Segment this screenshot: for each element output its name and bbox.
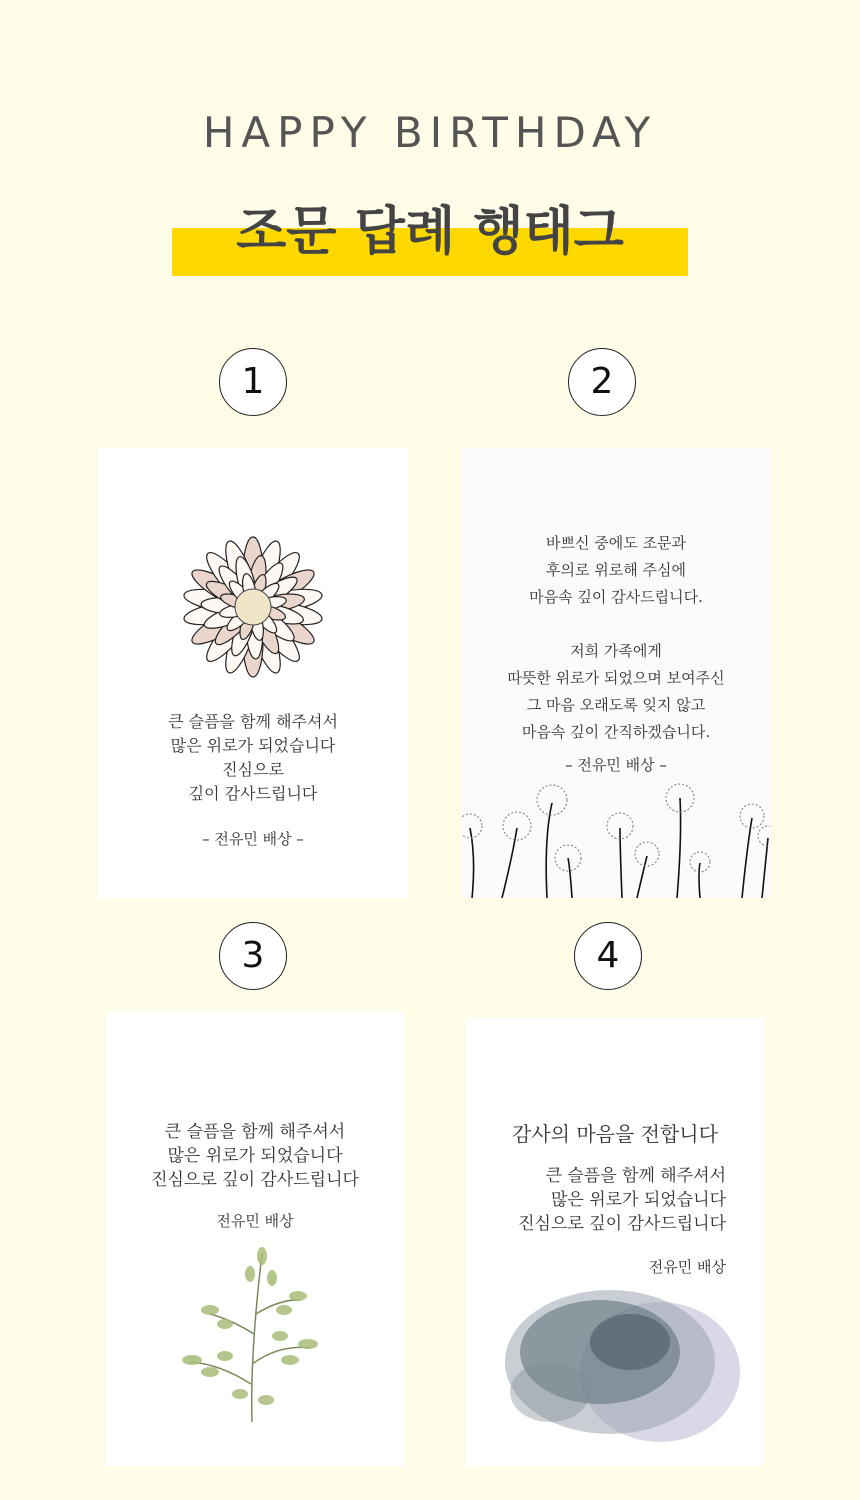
card-2-line-5: 저희 가족에게: [570, 642, 662, 660]
card-3-line-3: 진심으로 깊이 감사드립니다: [151, 1170, 359, 1190]
tag-card-2[interactable]: [462, 448, 770, 898]
badge-1: 1: [219, 348, 287, 416]
card-4-line-1: 큰 슬픔을 함께 해주셔서: [545, 1166, 726, 1186]
title-block: [172, 198, 688, 278]
eyebrow-text: HAPPY BIRTHDAY: [202, 108, 658, 157]
card-2-line-4: [462, 611, 770, 638]
badge-2: 2: [568, 348, 636, 416]
page-title: 조문 답례 행태그: [236, 202, 624, 262]
card-2-line-1: 바쁘신 중에도 조문과: [546, 534, 686, 552]
badge-4: 4: [574, 922, 642, 990]
dandelion-icon: [462, 778, 770, 898]
badge-3: 3: [219, 922, 287, 990]
card-2-line-2: 후의로 위로해 주심에: [546, 561, 686, 579]
watercolor-blot-icon: [490, 1282, 750, 1452]
card-3-line-2: 많은 위로가 되었습니다: [167, 1146, 343, 1166]
card-1-signature: – 전유민 배상 –: [202, 830, 304, 848]
card-1-line-3: 진심으로: [222, 760, 284, 779]
card-4-line-2: 많은 위로가 되었습니다: [550, 1190, 726, 1210]
card-2-line-8: 마음속 깊이 간직하겠습니다.: [521, 723, 711, 741]
tag-card-3[interactable]: [106, 1012, 404, 1466]
chrysanthemum-icon: [163, 526, 343, 688]
card-2-line-3: 마음속 깊이 감사드립니다.: [529, 588, 703, 606]
leaf-branch-icon: [180, 1244, 340, 1424]
card-2-line-6: 따뜻한 위로가 되었으며 보여주신: [507, 669, 725, 687]
card-4-heading: 감사의 마음을 전합니다: [512, 1122, 718, 1146]
card-1-line-1: 큰 슬픔을 함께 해주셔서: [168, 712, 338, 731]
card-3-line-1: 큰 슬픔을 함께 해주셔서: [164, 1122, 346, 1142]
tag-card-1[interactable]: [98, 448, 408, 898]
card-2-signature: – 전유민 배상 –: [565, 756, 667, 774]
card-3-signature: 전유민 배상: [216, 1212, 294, 1230]
tag-card-4[interactable]: [466, 1018, 764, 1466]
card-4-signature: 전유민 배상: [648, 1258, 726, 1276]
card-1-line-4: 깊이 감사드립니다: [188, 784, 318, 803]
card-4-line-3: 진심으로 깊이 감사드립니다: [518, 1214, 726, 1234]
card-1-line-2: 많은 위로가 되었습니다: [170, 736, 336, 755]
card-2-line-7: 그 마음 오래도록 잊지 않고: [526, 696, 706, 714]
